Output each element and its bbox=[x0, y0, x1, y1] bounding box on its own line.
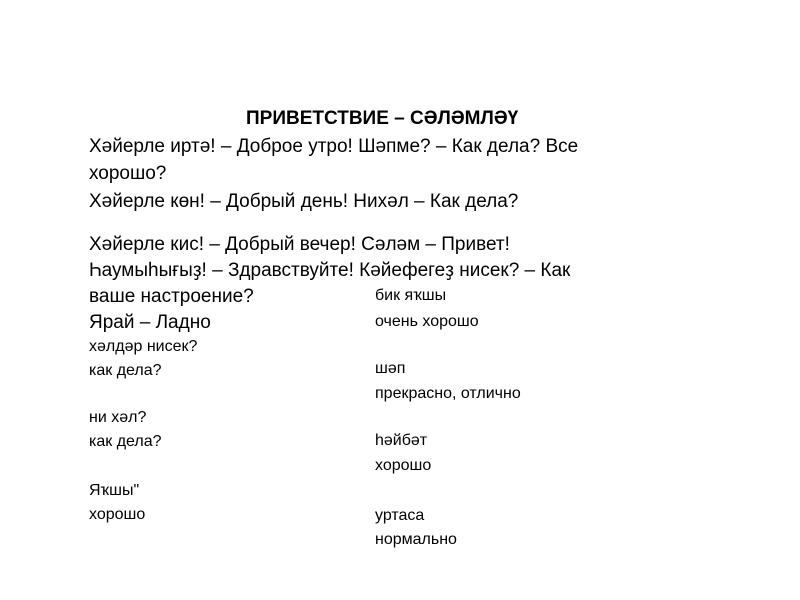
right-phrase-3: һәйбәт bbox=[375, 432, 428, 449]
left-translation-2: как дела? bbox=[89, 433, 162, 450]
page-title: ПРИВЕТСТВИЕ – СӘЛӘМЛӘҮ bbox=[246, 108, 519, 129]
left-translation-3: хорошо bbox=[89, 506, 146, 523]
phrase-line-3: Хәйерле көн! – Добрый день! Нихәл – Как дела? bbox=[89, 191, 519, 212]
phrase-line-5: Һаумыһығыҙ! – Здравствуйте! Кәйефегеҙ нисек? – Как bbox=[89, 260, 571, 281]
right-translation-3: хорошо bbox=[375, 457, 432, 474]
left-phrase-2: ни хәл? bbox=[89, 409, 147, 426]
left-phrase-3: Яҡшы" bbox=[89, 482, 140, 499]
phrase-line-1: Хәйерле иртә! – Доброе утро! Шәпме? – Как дела? Все bbox=[89, 136, 579, 157]
phrase-line-2: хорошо? bbox=[89, 163, 167, 184]
phrase-line-7: Ярай – Ладно bbox=[89, 312, 211, 333]
right-phrase-4: уртаса bbox=[375, 507, 425, 524]
left-phrase-1: хәлдәр нисек? bbox=[89, 338, 198, 355]
left-translation-1: как дела? bbox=[89, 362, 162, 379]
phrase-line-4: Хәйерле кис! – Добрый вечер! Сәләм – Привет! bbox=[89, 234, 510, 255]
right-phrase-1: бик яҡшы bbox=[375, 287, 447, 304]
right-translation-4: нормально bbox=[375, 531, 457, 548]
right-translation-2: прекрасно, отлично bbox=[375, 385, 521, 402]
right-translation-1: очень хорошо bbox=[375, 313, 479, 330]
right-phrase-2: шәп bbox=[375, 360, 406, 377]
phrase-line-6: ваше настроение? bbox=[89, 286, 254, 307]
